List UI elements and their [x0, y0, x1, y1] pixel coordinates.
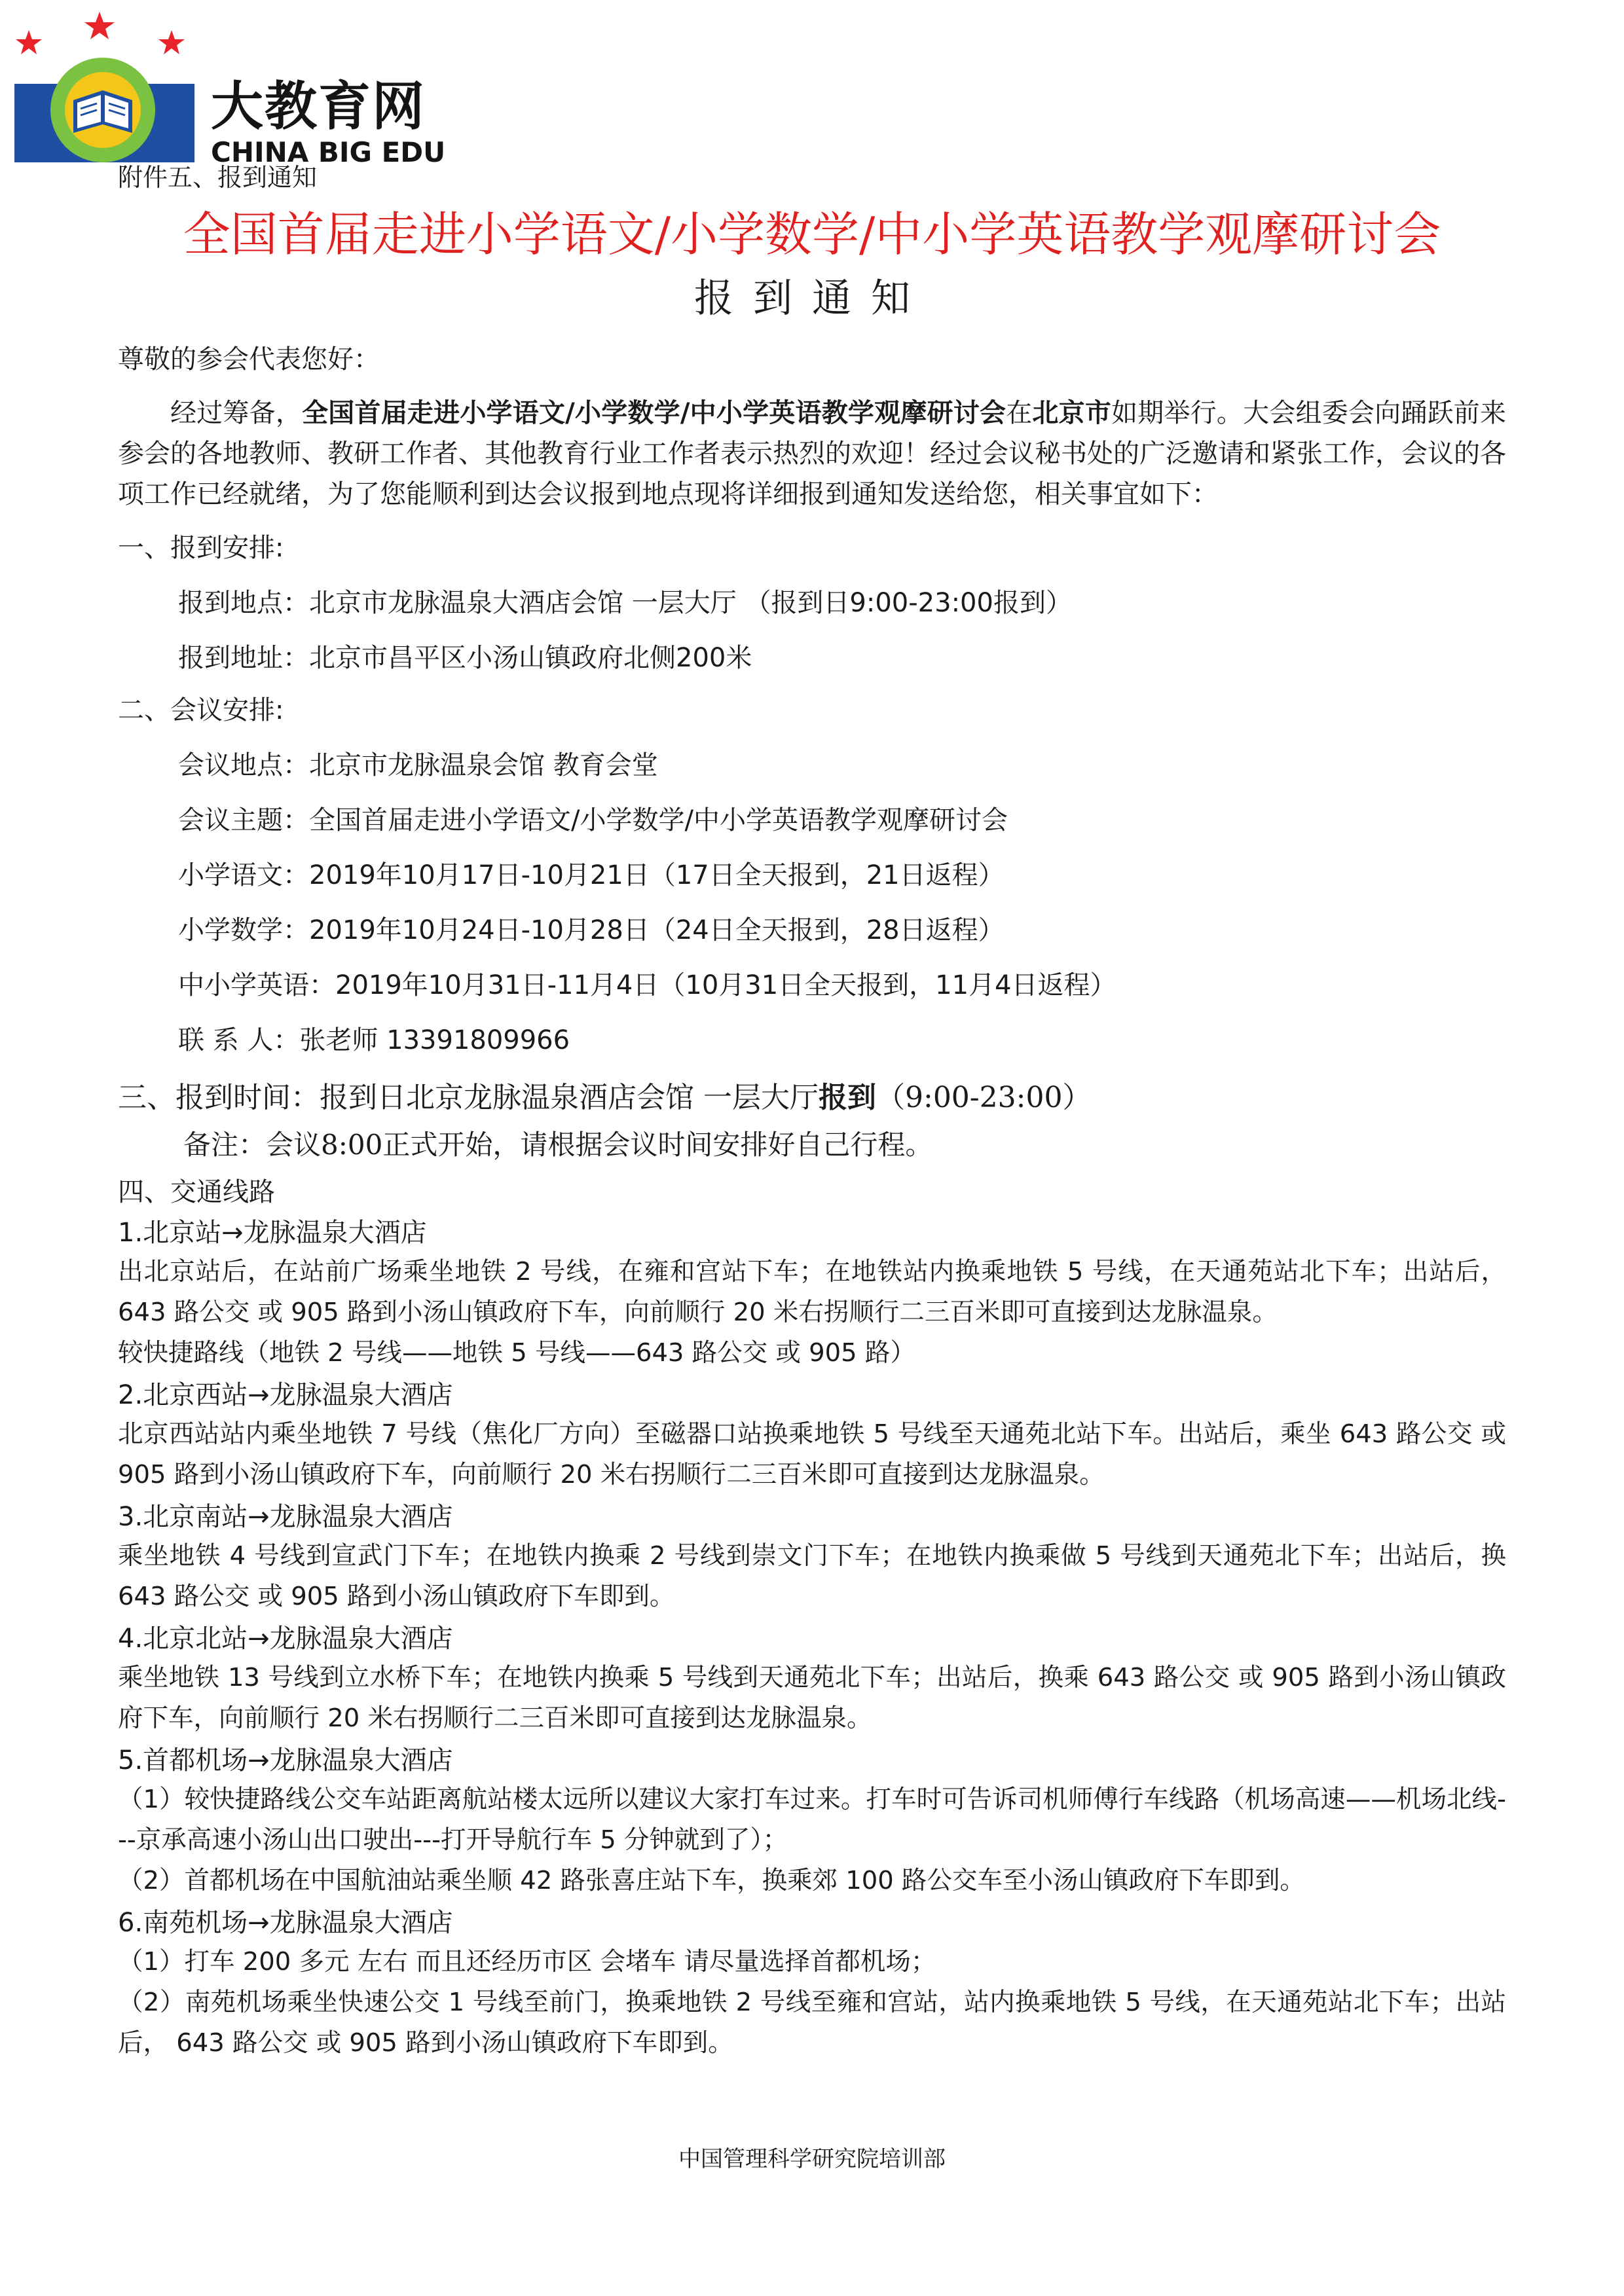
route-1-title: 1.北京站→龙脉温泉大酒店 — [118, 1218, 427, 1248]
intro-prefix: 经过筹备， — [170, 398, 303, 428]
checkin-time-strong: 报到 — [819, 1081, 876, 1114]
site-logo — [14, 12, 473, 168]
logo-name-en: CHINA BIG EDU — [211, 136, 446, 168]
route-6-text-2: （2）南苑机场乘坐快速公交 1 号线至前门，换乘地铁 2 号线至雍和宫站，站内换乘地铁 5 号线，在天通苑站北下车；出站后， 643 路公交 或 905 路到小汤山镇政府下车即到。 — [118, 1988, 1506, 2058]
route-4-text: 乘坐地铁 13 号线到立水桥下车；在地铁内换乘 5 号线到天通苑北下车；出站后，换乘 643 路公交 或 905 路到小汤山镇政府下车，向前顺行 20 米右拐顺行二三百米即可直接到达龙脉温泉。 — [118, 1663, 1506, 1733]
route-3-text: 乘坐地铁 4 号线到宣武门下车；在地铁内换乘 2 号线到崇文门下车；在地铁内换乘做 5 号线到天通苑北下车；出站后，换 643 路公交 或 905 路到小汤山镇政府下车即到。 — [118, 1541, 1506, 1611]
document-title: 全国首届走进小学语文/小学数学/中小学英语教学观摩研讨会 — [183, 207, 1441, 262]
star-icon — [84, 12, 115, 39]
route-1-text-2: 较快捷路线（地铁 2 号线——地铁 5 号线——643 路公交 或 905 路） — [118, 1338, 915, 1368]
route-1-text: 出北京站后，在站前广场乘坐地铁 2 号线，在雍和宫站下车；在地铁站内换乘地铁 5 号线，在天通苑站北下车；出站后，643 路公交 或 905 路到小汤山镇政府下车，向前顺行 20 米右拐顺行二三百米即可直接到达龙脉温泉。 — [118, 1257, 1506, 1327]
route-6-text-1: （1）打车 200 多元 左右 而且还经历市区 会堵车 请尽量选择首都机场； — [118, 1947, 936, 1977]
footer-organization: 中国管理科学研究院培训部 — [678, 2146, 946, 2172]
document-subtitle: 报到通知 — [694, 276, 930, 321]
meeting-english-dates: 中小学英语：2019年10月31日-11月4日（10月31日全天报到，11月4日返程） — [178, 970, 1116, 1000]
document-body — [118, 340, 1506, 2064]
route-2-title: 2.北京西站→龙脉温泉大酒店 — [118, 1380, 453, 1410]
route-2-text: 北京西站站内乘坐地铁 7 号线（焦化厂方向）至磁器口站换乘地铁 5 号线至天通苑北站下车。出站后，乘坐 643 路公交 或 905 路到小汤山镇政府下车，向前顺行 20 米右拐顺行二三百米即可直接到达龙脉温泉。 — [118, 1419, 1506, 1489]
meeting-math-dates: 小学数学：2019年10月24日-10月28日（24日全天报到，28日返程） — [178, 915, 1005, 945]
checkin-time-section — [118, 1079, 1506, 1117]
checkin-time-hours: （9:00-23:00） — [876, 1081, 1092, 1114]
checkin-address: 报到地址：北京市昌平区小汤山镇政府北侧200米 — [178, 643, 752, 673]
checkin-section-title: 一、报到安排: — [118, 533, 284, 563]
intro-paragraph — [118, 393, 1506, 515]
route-3-title: 3.北京南站→龙脉温泉大酒店 — [118, 1502, 453, 1532]
checkin-location: 报到地点：北京市龙脉温泉大酒店会馆 一层大厅 （报到日9:00-23:00报到） — [178, 588, 1072, 618]
book-globe-icon — [14, 12, 211, 162]
transport-section-title: 四、交通线路 — [118, 1177, 275, 1207]
annex-label: 附件五、报到通知 — [118, 163, 318, 192]
greeting: 尊敬的参会代表您好： — [118, 344, 380, 374]
route-5-text-1: （1）较快捷路线公交车站距离航站楼太远所以建议大家打车过来。打车时可告诉司机师傅行车线路（机场高速——机场北线---京承高速小汤山出口驶出---打开导航行车 5 分钟就到了）； — [118, 1785, 1506, 1855]
intro-event-name: 全国首届走进小学语文/小学数学/中小学英语教学观摩研讨会 — [302, 398, 1006, 428]
meeting-chinese-dates: 小学语文：2019年10月17日-10月21日（17日全天报到，21日返程） — [178, 860, 1005, 890]
meeting-theme: 会议主题：全国首届走进小学语文/小学数学/中小学英语教学观摩研讨会 — [178, 805, 1008, 835]
intro-rest: 如期举行。大会组委会向踊跃前来参会的各地教师、教研工作者、其他教育行业工作者表示热烈的欢迎！经过会议秘书处的广泛邀请和紧张工作，会议的各项工作已经就绪，为了您能顺利到达会议报到地点现将详细报到通知发送给您，相关事宜如下： — [118, 398, 1507, 509]
meeting-contact: 联 系 人：张老师 13391809966 — [178, 1025, 570, 1055]
star-icon — [16, 30, 42, 54]
checkin-time-text: 报到日北京龙脉温泉酒店会馆 一层大厅 — [320, 1081, 819, 1114]
meeting-location: 会议地点：北京市龙脉温泉会馆 教育会堂 — [178, 750, 658, 780]
route-5-title: 5.首都机场→龙脉温泉大酒店 — [118, 1745, 453, 1776]
intro-city: 北京市 — [1032, 398, 1112, 428]
star-icon — [158, 30, 185, 54]
route-6-title: 6.南苑机场→龙脉温泉大酒店 — [118, 1908, 453, 1938]
note: 备注：会议8:00正式开始，请根据会议时间安排好自己行程。 — [183, 1129, 933, 1161]
transport-routes — [118, 1214, 1506, 2064]
checkin-time-label: 三、报到时间： — [118, 1081, 320, 1114]
intro-middle: 在 — [1006, 398, 1033, 428]
route-4-title: 4.北京北站→龙脉温泉大酒店 — [118, 1624, 453, 1654]
logo-name-zh: 大教育网 — [211, 76, 426, 137]
route-5-text-2: （2）首都机场在中国航油站乘坐顺 42 路张喜庄站下车，换乘郊 100 路公交车至小汤山镇政府下车即到。 — [118, 1866, 1305, 1895]
meeting-section-title: 二、会议安排: — [118, 695, 284, 725]
